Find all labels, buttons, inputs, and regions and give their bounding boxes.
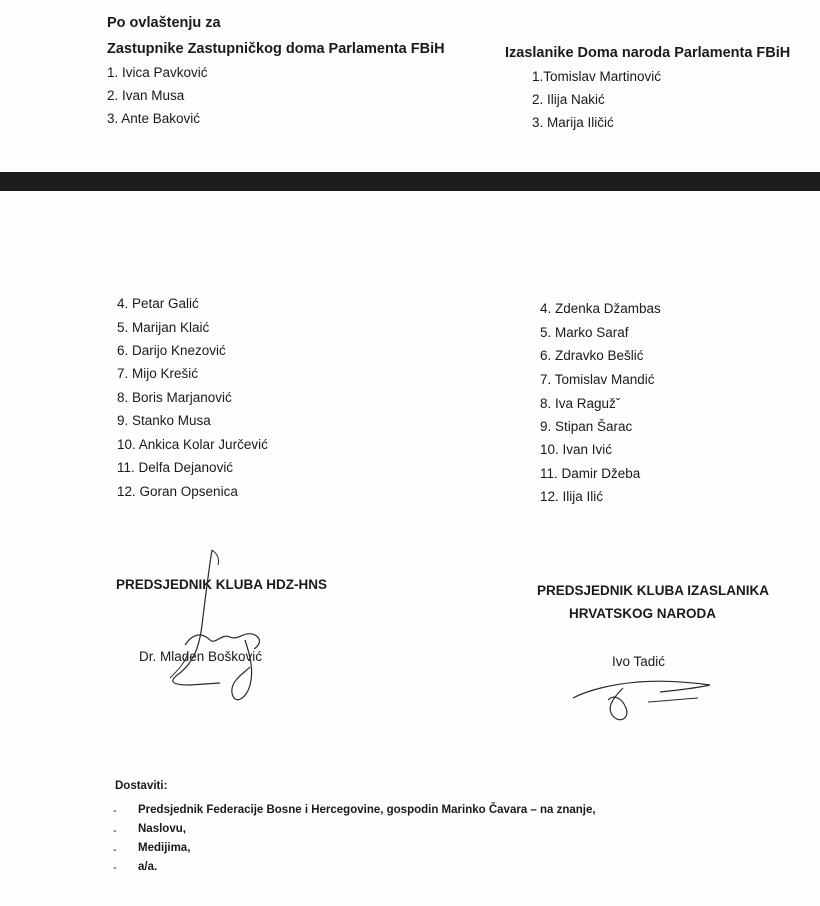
delegate-item: 7. Tomislav Mandić — [540, 372, 655, 387]
list-bullet: - — [113, 844, 117, 856]
representative-item: 10. Ankica Kolar Jurčević — [117, 437, 268, 452]
house-of-representatives-title: Zastupnike Zastupničkog doma Parlamenta FBiH — [107, 41, 445, 57]
representative-item: 2. Ivan Musa — [107, 88, 185, 103]
delivery-item: Naslovu, — [138, 823, 186, 835]
right-handwritten-signature — [568, 668, 718, 728]
delegate-item: 4. Zdenka Džambas — [540, 301, 661, 316]
representative-item: 5. Marijan Klaić — [117, 320, 210, 335]
house-of-peoples-title: Izaslanike Doma naroda Parlamenta FBiH — [505, 45, 791, 61]
list-bullet: - — [113, 862, 117, 874]
delegate-item: 1.Tomislav Martinović — [532, 69, 662, 84]
right-signatory-title-line1: PREDSJEDNIK KLUBA IZASLANIKA — [537, 583, 770, 598]
representative-item: 1. Ivica Pavković — [107, 65, 208, 80]
list-bullet: - — [113, 805, 117, 817]
left-signatory-name: Dr. Mladen Bošković — [139, 649, 263, 664]
right-signatory-name: Ivo Tadić — [612, 654, 666, 669]
delegate-item: 11. Damir Džeba — [540, 466, 641, 481]
delegate-item: 3. Marija Iličić — [532, 115, 614, 130]
delivery-item: Predsjednik Federacije Bosne i Hercegovine, gospodin Marinko Čavara – na znanje, — [138, 804, 596, 816]
right-signatory-title-line2: HRVATSKOG NARODA — [569, 606, 717, 621]
delegate-item: 9. Stipan Šarac — [540, 419, 633, 434]
authorization-heading: Po ovlaštenju za — [107, 15, 221, 31]
left-signatory-title: PREDSJEDNIK KLUBA HDZ-HNS — [116, 577, 328, 592]
delivery-item: Medijima, — [138, 842, 191, 854]
representative-item: 3. Ante Baković — [107, 111, 201, 126]
delegate-item: 8. Iva Ragužˇ — [540, 396, 621, 411]
delegate-item: 6. Zdravko Bešlić — [540, 348, 644, 363]
left-handwritten-signature — [150, 545, 280, 715]
delegate-item: 5. Marko Saraf — [540, 325, 629, 340]
list-bullet: - — [113, 825, 117, 837]
representative-item: 8. Boris Marjanović — [117, 390, 232, 405]
representative-item: 11. Delfa Dejanović — [117, 460, 234, 475]
delegate-item: 12. Ilija Ilić — [540, 489, 604, 504]
delegate-item: 2. Ilija Nakić — [532, 92, 605, 107]
representative-item: 9. Stanko Musa — [117, 413, 211, 428]
delegate-item: 10. Ivan Ivić — [540, 442, 613, 457]
representative-item: 4. Petar Galić — [117, 296, 199, 311]
delivery-item: a/a. — [138, 861, 158, 873]
representative-item: 7. Mijo Krešić — [117, 366, 199, 381]
representative-item: 6. Darijo Knezović — [117, 343, 226, 358]
representative-item: 12. Goran Opsenica — [117, 484, 238, 499]
page-divider — [0, 172, 820, 191]
delivery-heading: Dostaviti: — [115, 780, 168, 792]
